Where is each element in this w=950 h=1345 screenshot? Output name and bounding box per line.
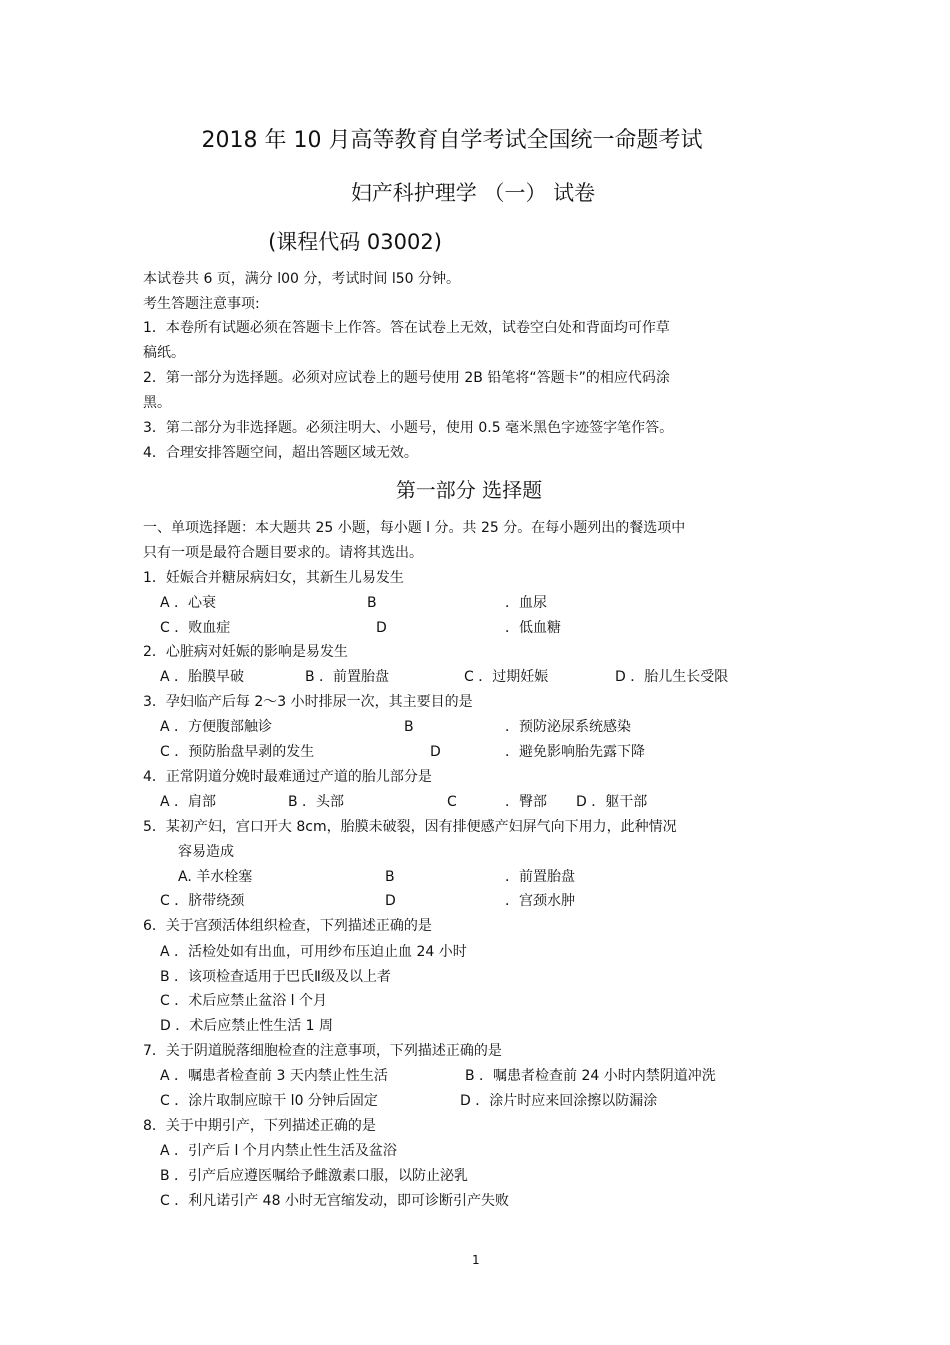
page-title: 2018 年 10 月高等教育自学考试全国统一命题考试 xyxy=(201,128,703,153)
exam-subtitle: 妇产科护理学 （一） 试卷 xyxy=(350,181,596,205)
note-item: 黑。 xyxy=(143,395,171,411)
intro-line: 考生答题注意事项: xyxy=(143,296,260,312)
note-item: 2．第一部分为选择题。必须对应试卷上的题号使用 2B 铅笔将“答题卡”的相应代码涂 xyxy=(143,370,670,386)
option-c: C ．预防胎盘早剥的发生 xyxy=(160,744,315,760)
option-a: A ．心衰 xyxy=(160,595,217,611)
note-item: 1．本卷所有试题必须在答题卡上作答。答在试卷上无效，试卷空白处和背面均可作草 xyxy=(143,320,670,336)
option-d: D ．躯干部 xyxy=(576,794,648,810)
question-stem: 6．关于宫颈活体组织检查，下列描述正确的是 xyxy=(143,918,432,934)
question-stem: 4．正常阴道分娩时最难通过产道的胎儿部分是 xyxy=(143,769,432,785)
option-b-text: ．前置胎盘 xyxy=(505,869,575,885)
option-c: C ．术后应禁止盆浴 l 个月 xyxy=(160,993,328,1009)
question-stem: 3．孕妇临产后每 2～3 小时排尿一次，其主要目的是 xyxy=(143,694,473,710)
option-d-text: ．避免影响胎先露下降 xyxy=(505,744,645,760)
option-a: A ．嘱患者检查前 3 天内禁止性生活 xyxy=(160,1068,388,1084)
option-a: A ．引产后 l 个月内禁止性生活及盆浴 xyxy=(160,1143,397,1159)
option-d: D ．胎儿生长受限 xyxy=(615,669,729,685)
option-d: D ．术后应禁止性生活 1 周 xyxy=(160,1018,334,1034)
question-stem-cont: 容易造成 xyxy=(178,844,234,860)
option-d: D ．涂片时应来回涂擦以防漏涂 xyxy=(460,1093,658,1109)
part-intro: 只有一项是最符合题目要求的。请将其选出。 xyxy=(143,545,423,561)
question-stem: 2．心脏病对妊娠的影响是易发生 xyxy=(143,644,348,660)
option-b-text: ．预防泌尿系统感染 xyxy=(505,719,631,735)
option-b-letter: B xyxy=(367,595,377,611)
intro-line: 本试卷共 6 页，满分 l00 分，考试时间 l50 分钟。 xyxy=(143,271,461,287)
option-b: B ．前置胎盘 xyxy=(305,669,390,685)
option-c: C ．利凡诺引产 48 小时无宫缩发动，即可诊断引产失败 xyxy=(160,1193,509,1209)
option-c: C ．脐带绕颈 xyxy=(160,893,245,909)
question-stem: 1．妊娠合并糖尿病妇女，其新生儿易发生 xyxy=(143,570,404,586)
option-a: A ．活检处如有出血，可用纱布压迫止血 24 小时 xyxy=(160,944,467,960)
section-title: 第一部分 选择题 xyxy=(395,478,543,502)
course-code: (课程代码 03002) xyxy=(268,230,442,254)
option-d-text: ．低血糖 xyxy=(505,620,561,636)
option-a: A ．肩部 xyxy=(160,794,217,810)
option-c: C ．涂片取制应晾干 l0 分钟后固定 xyxy=(160,1093,378,1109)
option-b-letter: B xyxy=(385,869,395,885)
option-c: C ．过期妊娠 xyxy=(464,669,549,685)
option-b-text: ．血尿 xyxy=(505,595,547,611)
option-d-letter: D xyxy=(376,620,387,636)
option-b: B ．引产后应遵医嘱给予雌激素口服，以防止泌乳 xyxy=(160,1168,469,1184)
option-d-text: ．宫颈水肿 xyxy=(505,893,575,909)
question-stem: 5．某初产妇，宫口开大 8cm，胎膜未破裂，因有排便感产妇屏气向下用力，此种情况 xyxy=(143,819,677,835)
page-number: 1 xyxy=(472,1253,480,1267)
option-a: A ．方便腹部触诊 xyxy=(160,719,273,735)
option-c: C ．败血症 xyxy=(160,620,231,636)
note-item: 稿纸。 xyxy=(143,345,185,361)
note-item: 3．第二部分为非选择题。必须注明大、小题号，使用 0.5 毫米黑色字迹签字笔作答。 xyxy=(143,420,674,436)
option-b-letter: B xyxy=(404,719,414,735)
option-c-letter: C xyxy=(447,794,457,810)
question-stem: 7．关于阴道脱落细胞检查的注意事项，下列描述正确的是 xyxy=(143,1043,502,1059)
option-b: B ．嘱患者检查前 24 小时内禁阴道冲洗 xyxy=(465,1068,716,1084)
option-c-text: ．臀部 xyxy=(505,794,547,810)
part-intro: 一、单项选择题：本大题共 25 小题，每小题 l 分。共 25 分。在每小题列出的餐选项中 xyxy=(143,520,686,536)
option-b: B ．该项检查适用于巴氏Ⅱ级及以上者 xyxy=(160,969,391,985)
option-d-letter: D xyxy=(385,893,396,909)
option-a: A ．胎膜早破 xyxy=(160,669,245,685)
option-b: B ．头部 xyxy=(288,794,345,810)
option-d-letter: D xyxy=(430,744,441,760)
question-stem: 8．关于中期引产，下列描述正确的是 xyxy=(143,1118,376,1134)
note-item: 4．合理安排答题空间，超出答题区域无效。 xyxy=(143,445,418,461)
option-a: A. 羊水栓塞 xyxy=(178,869,253,885)
